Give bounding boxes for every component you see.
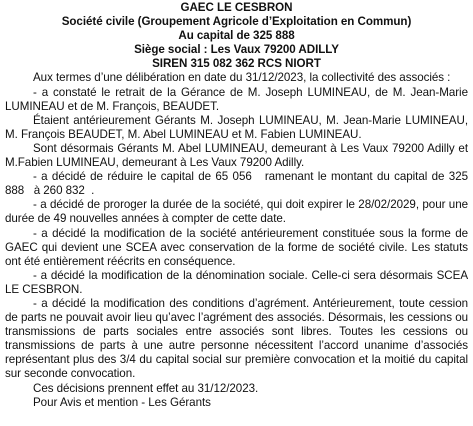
legal-form-decision: - a décidé la modification de la société antérieurement constituée sous la forme de GAEC qui devient une SCEA avec conservation de la forme de société civile. Les statuts ont été entièrement réécrits en conséquence. <box>5 226 468 268</box>
share-capital: Au capital de 325 888 <box>178 29 295 43</box>
duration-extension-decision: - a décidé de proroger la durée de la société, qui doit expirer le 28/02/2029, pour une durée de 49 nouvelles années à compter de cette date. <box>5 198 468 226</box>
former-managers: Étaient antérieurement Gérants M. Joseph LUMINEAU, M. Jean-Marie LUMINEAU, M. François BEAUDET, M. Abel LUMINEAU et M. Fabien LUMINEAU. <box>5 113 468 141</box>
approval-conditions-decision: - a décidé la modification des conditions d’agrément. Antérieurement, toute cession de parts ne pouvait avoir lieu qu’avec l’agrément des associés. Désormais, les cessions ou transmissions de parts sociales entre associés sont libres. Toutes les cessions ou transmissions de parts à une autre personne nécessitent l’accord unanime d’associés représentant plus des 3/4 du capital social sur première convocation et la moitié du capital sur seconde convocation. <box>5 296 468 381</box>
siren-number: SIREN 315 082 362 RCS NIORT <box>152 57 321 71</box>
effective-date: Ces décisions prennent effet au 31/12/2023. <box>33 381 259 395</box>
company-form: Société civile (Groupement Agricole d’Exploitation en Commun) <box>61 15 412 29</box>
current-managers: Sont désormais Gérants M. Abel LUMINEAU, demeurant à Les Vaux 79200 Adilly et M.Fabien LUMINEAU, demeurant à Les Vaux 79200 Adilly. <box>5 141 468 170</box>
company-name: GAEC LE CESBRON <box>180 1 293 14</box>
deliberation-intro: Aux termes d’une délibération en date du 31/12/2023, la collectivité des associés : <box>33 71 451 85</box>
capital-reduction-decision: - a décidé de réduire le capital de 65 056 ramenant le montant du capital de 325 888 à 260 832 . <box>5 170 472 198</box>
registered-office: Siège social : Les Vaux 79200 ADILLY <box>134 43 339 57</box>
legal-notice <box>5 0 472 410</box>
signature: Pour Avis et mention - Les Gérants <box>33 395 211 409</box>
withdrawal-decision: - a constaté le retrait de la Gérance de M. Joseph LUMINEAU, de M. Jean-Marie LUMINEAU et de M. François, BEAUDET. <box>5 85 468 113</box>
company-name-decision: - a décidé la modification de la dénomination sociale. Celle-ci sera désormais SCEA LE CESBRON. <box>5 268 468 296</box>
